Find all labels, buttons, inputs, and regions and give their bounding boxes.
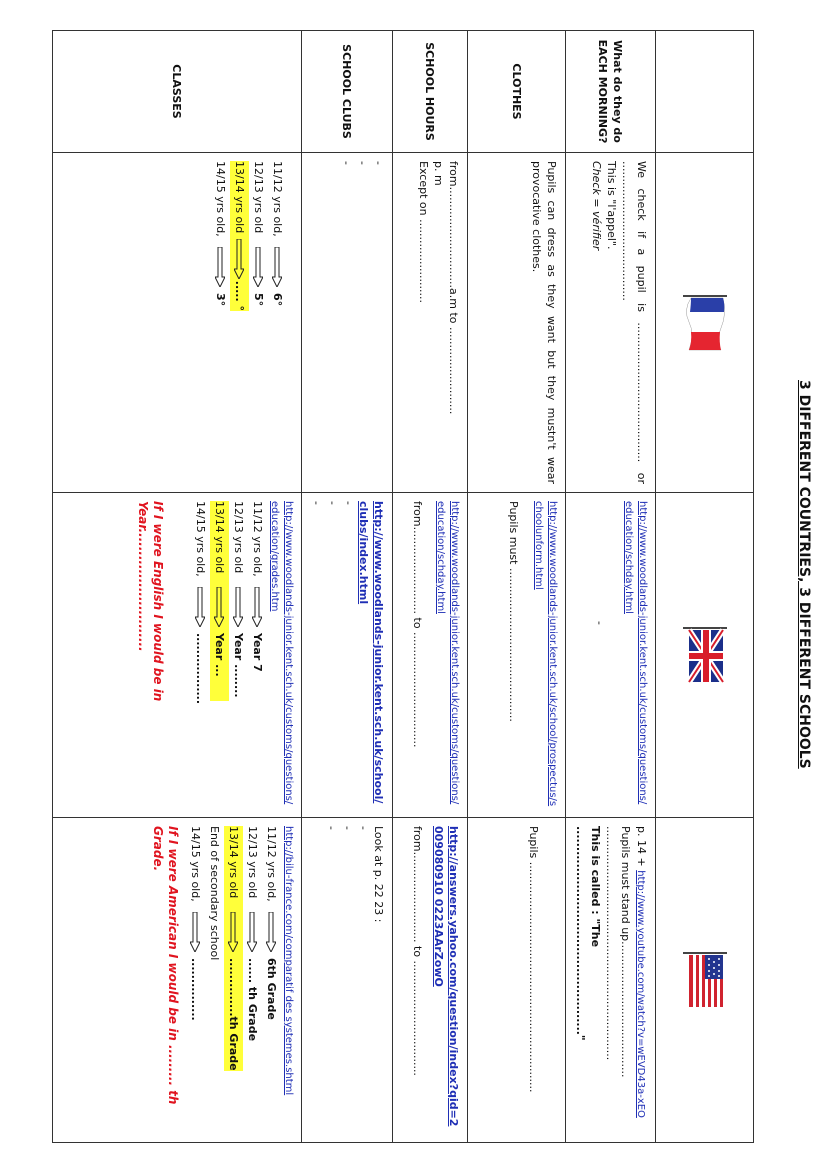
uk-morning-dash: - — [593, 621, 606, 625]
list-item: - — [340, 161, 353, 165]
age-label: 12/13 yrs old — [232, 501, 245, 574]
grade-label: ..... ° — [233, 280, 246, 311]
france-hours-except: Except on ........................ — [417, 161, 430, 303]
usa-morning-page: p. 14 + — [635, 826, 648, 867]
france-hours-from: from.............................a.m to ......................... — [447, 161, 460, 415]
uk-classes-cell — [53, 493, 302, 818]
end-of-school-label: End of secondary school — [208, 826, 221, 961]
comparison-table — [52, 30, 754, 1143]
flag-france-icon — [684, 294, 730, 352]
arrow-right-icon — [267, 912, 277, 952]
flag-row — [656, 31, 754, 1143]
france-morning-note: This is "l'appel". — [605, 161, 618, 250]
uk-conclusion: If I were English I would be in Year........................... — [136, 501, 165, 702]
row-header-hours: SCHOOL HOURS — [393, 31, 468, 153]
france-morning-text: We check if a pupil is ........................................ or ........................................ — [620, 161, 648, 484]
grade-label: ..............th Grade — [227, 958, 240, 1071]
france-clubs-cell — [302, 153, 393, 493]
usa-clothes-text: Pupils .................................................................. — [527, 826, 540, 1093]
france-morning-cell — [566, 153, 656, 493]
age-label: 12/13 yrs old — [246, 826, 259, 899]
arrow-right-icon — [235, 239, 245, 275]
grade-label: 6° — [271, 293, 284, 307]
flag-usa-icon — [684, 951, 730, 1009]
france-clothes-cell — [468, 153, 566, 493]
arrow-right-icon — [254, 247, 264, 287]
age-label: 13/14 yrs old — [213, 501, 226, 574]
row-header-clubs: SCHOOL CLUBS — [302, 31, 393, 153]
uk-morning-link[interactable]: http://www.woodlands-junior.kent.sch.uk/customs/questions/education/schday.html — [623, 501, 648, 805]
table-row — [268, 161, 287, 484]
clubs-row — [302, 31, 393, 1143]
usa-morning-stand: Pupils must stand up....................................... — [619, 826, 632, 1078]
table-row — [249, 161, 268, 484]
age-label: 14/15 yrs old, — [214, 161, 227, 237]
arrow-right-icon — [253, 587, 263, 627]
arrow-right-icon — [273, 247, 283, 287]
table-row-highlighted — [210, 501, 229, 701]
table-row — [262, 826, 281, 1134]
uk-clothes-text: Pupils must ............................................ — [507, 501, 520, 722]
usa-classes-cell — [53, 818, 302, 1143]
list-item: - — [310, 501, 323, 505]
age-label: 14/15 yrs old, — [194, 501, 207, 577]
france-morning-translation: Check = vérifier — [590, 161, 603, 251]
corner-cell — [656, 31, 754, 153]
list-item: - — [342, 501, 355, 505]
uk-clothes-link[interactable]: http://www.woodlands-junior.kent.sch.uk/school/prospectus/schoolunform.html — [533, 501, 558, 807]
table-row — [186, 826, 205, 1134]
clothes-row — [468, 31, 566, 1143]
page-title: 3 DIFFERENT COUNTRIES, 3 DIFFERENT SCHOOLS — [796, 380, 812, 769]
grade-label: Year ... — [213, 633, 226, 677]
arrow-right-icon — [191, 912, 201, 952]
grade-label: 3° — [214, 293, 227, 307]
usa-classes-link[interactable]: http://bilu-france.com/comparatif des systemes.shtml — [283, 826, 294, 1096]
grade-label: Year ........ — [232, 633, 245, 698]
grade-label: 6th Grade — [265, 958, 278, 1020]
grade-label: ............... — [189, 958, 202, 1021]
uk-header — [656, 493, 754, 818]
usa-morning-dots: ................................................................... — [604, 826, 617, 1061]
usa-morning-called: This is called : "The .................................................." — [574, 826, 602, 1041]
france-hours-cell — [393, 153, 468, 493]
list-item: - — [326, 501, 339, 505]
grade-label: 5° — [252, 293, 265, 307]
age-label: 12/13 yrs old — [252, 161, 265, 234]
uk-hours-from: from......................... to ................................. — [411, 501, 424, 748]
list-item: - — [341, 826, 354, 830]
uk-morning-cell — [566, 493, 656, 818]
france-hours-pm: p. m — [432, 161, 445, 186]
uk-clubs-link[interactable]: http://www.woodlands-junior.kent.sch.uk/school/clubs/index.html — [357, 501, 385, 804]
table-row — [211, 161, 230, 484]
usa-header — [656, 818, 754, 1143]
table-row — [248, 501, 267, 809]
list-item: - — [356, 161, 369, 165]
list-item: - — [372, 161, 385, 165]
usa-conclusion: If I were American I would be in ......... th Grade. — [151, 826, 180, 1105]
france-classes-cell — [53, 153, 302, 493]
age-label: 11/12 yrs old, — [265, 826, 278, 902]
age-label: 13/14 yrs old — [233, 161, 246, 234]
flag-uk-icon — [684, 626, 730, 684]
usa-clubs-intro: Look at p. 22 23 : — [372, 826, 385, 923]
grade-label: ...... th Grade — [246, 958, 259, 1042]
age-label: 14/15 yrs old, — [189, 826, 202, 902]
uk-classes-link[interactable]: http://www.woodlands-junior.kent.sch.uk/customs/questions/education/grades.htm — [269, 501, 294, 805]
age-label: 11/12 yrs old, — [251, 501, 264, 577]
usa-hours-link[interactable]: http://answers.yahoo.com/question/index?qid=2009080910 0223AArZowO — [432, 826, 460, 1127]
row-header-morning: What do they do EACH MORNING? — [566, 31, 656, 153]
france-header — [656, 153, 754, 493]
hours-row — [393, 31, 468, 1143]
uk-hours-cell — [393, 493, 468, 818]
grade-label: ................. — [194, 633, 207, 705]
table-row — [229, 501, 248, 809]
table-row — [191, 501, 210, 809]
morning-row — [566, 31, 656, 1143]
table-row-highlighted — [230, 161, 249, 311]
list-item: - — [357, 826, 370, 830]
arrow-right-icon — [229, 912, 239, 952]
table-row — [243, 826, 262, 1134]
row-header-classes: CLASSES — [53, 31, 302, 153]
arrow-right-icon — [196, 587, 206, 627]
arrow-right-icon — [216, 247, 226, 287]
france-clothes-text: Pupils can dress as they want but they mustn't wear provocative clothes. — [530, 161, 558, 484]
uk-clothes-cell — [468, 493, 566, 818]
uk-hours-link[interactable]: http://www.woodlands-junior.kent.sch.uk/customs/questions/education/schday.html — [435, 501, 460, 805]
usa-clubs-cell — [302, 818, 393, 1143]
age-label: 13/14 yrs old — [227, 826, 240, 899]
row-header-clothes: CLOTHES — [468, 31, 566, 153]
usa-morning-link[interactable]: http://www.youtube.com/watch?v=wEVD43a-xEO — [635, 870, 646, 1118]
age-label: 11/12 yrs old, — [271, 161, 284, 237]
grade-label: Year 7 — [251, 633, 264, 672]
classes-row — [53, 31, 302, 1143]
arrow-right-icon — [215, 587, 225, 627]
table-row-highlighted — [224, 826, 243, 1071]
arrow-right-icon — [248, 912, 258, 952]
usa-clothes-cell — [468, 818, 566, 1143]
usa-hours-from: from.......................... to ................................. — [411, 826, 424, 1076]
usa-hours-cell — [393, 818, 468, 1143]
list-item: - — [325, 826, 338, 830]
arrow-right-icon — [234, 587, 244, 627]
usa-morning-cell — [566, 818, 656, 1143]
uk-clubs-cell — [302, 493, 393, 818]
